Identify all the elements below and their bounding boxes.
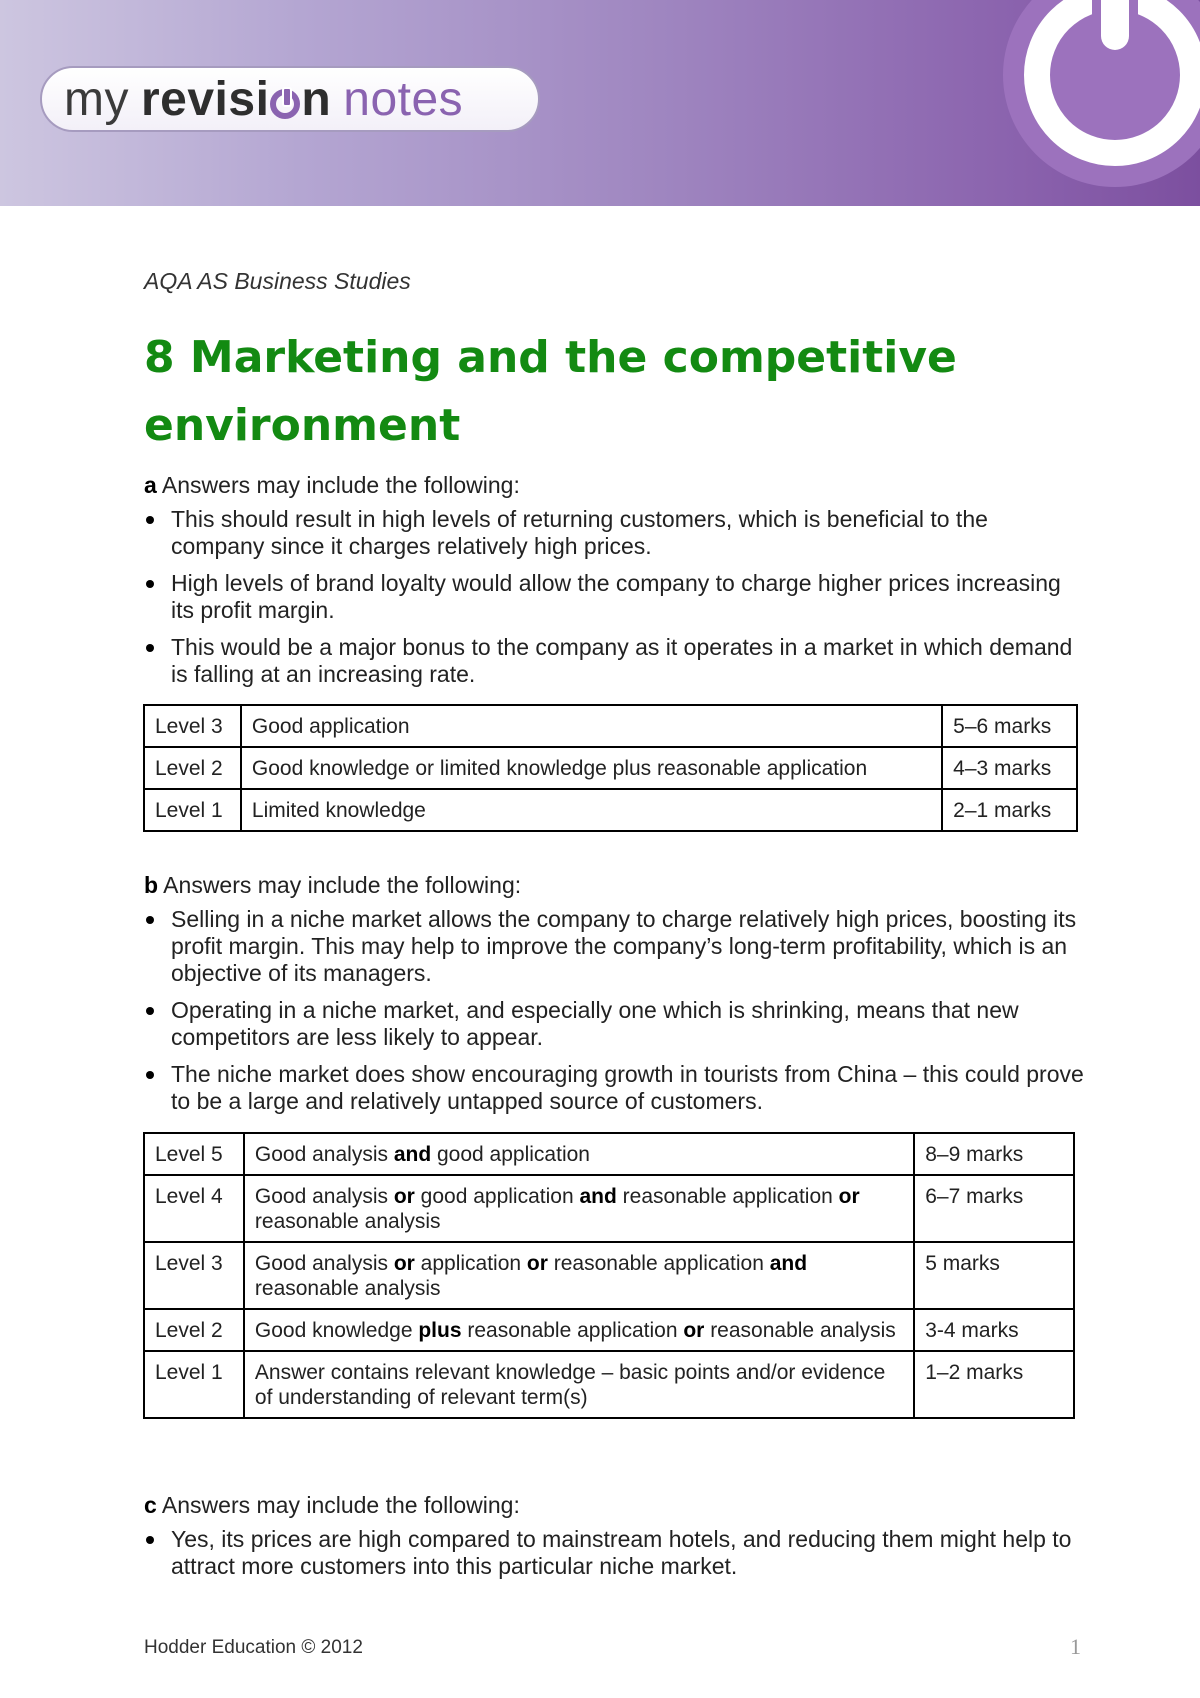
marks-cell: 5 marks <box>914 1242 1074 1309</box>
desc-keyword: or <box>838 1185 860 1208</box>
bullet-icon <box>146 1536 154 1544</box>
part-b-intro-text: Answers may include the following: <box>158 872 522 898</box>
desc-keyword: or <box>526 1252 548 1275</box>
desc-keyword: or <box>683 1319 705 1342</box>
brand-logo <box>40 66 540 132</box>
desc-text: Good knowledge <box>254 1319 419 1342</box>
list-item <box>144 506 1084 560</box>
marks-cell: 8–9 marks <box>914 1133 1074 1175</box>
desc-text: application <box>414 1252 527 1275</box>
logo-word-revisi: revisi <box>140 72 270 126</box>
part-a-mark-scheme-table <box>143 704 1078 832</box>
desc-text: reasonable application <box>461 1319 684 1342</box>
part-a-bullet-list <box>144 506 1084 698</box>
desc-text: Good analysis <box>254 1185 394 1208</box>
desc-text: good application <box>431 1143 590 1166</box>
logo-word-my: my <box>64 72 129 126</box>
table-row <box>144 1133 1074 1175</box>
level-cell: Level 1 <box>144 789 241 831</box>
description-cell: Good application <box>241 705 942 747</box>
level-cell: Level 4 <box>144 1175 244 1242</box>
table-row <box>144 789 1077 831</box>
list-item <box>144 906 1084 987</box>
list-item <box>144 1061 1084 1115</box>
list-item-text: Operating in a niche market, and especially one which is shrinking, means that new competitors are less likely to appear. <box>171 997 1019 1050</box>
description-cell <box>244 1351 914 1418</box>
level-cell: Level 2 <box>144 747 241 789</box>
bullet-icon <box>146 1007 154 1015</box>
part-b-letter: b <box>144 872 159 898</box>
marks-cell: 4–3 marks <box>942 747 1077 789</box>
table-row <box>144 705 1077 747</box>
table-row <box>144 1175 1074 1242</box>
description-cell <box>244 1133 914 1175</box>
chapter-title: 8 Marketing and the competitive environment <box>144 332 957 451</box>
desc-text: reasonable application <box>616 1185 839 1208</box>
list-item-text: This should result in high levels of returning customers, which is beneficial to the company since it charges relatively high prices. <box>171 506 988 559</box>
part-a-intro <box>144 472 520 499</box>
part-c-bullet-list <box>144 1526 1084 1590</box>
list-item <box>144 570 1084 624</box>
desc-text: Good analysis <box>254 1252 394 1275</box>
part-c-letter: c <box>144 1492 157 1518</box>
list-item-text: This would be a major bonus to the company as it operates in a market in which demand is falling at an increasing rate. <box>171 634 1073 687</box>
header-banner <box>0 0 1200 206</box>
level-cell: Level 1 <box>144 1351 244 1418</box>
marks-cell: 1–2 marks <box>914 1351 1074 1418</box>
desc-text: reasonable analysis <box>704 1319 896 1342</box>
description-cell <box>244 1242 914 1309</box>
desc-keyword: and <box>393 1143 432 1166</box>
part-b-bullet-list <box>144 906 1084 1125</box>
desc-text: Answer contains relevant knowledge – basic points and/or evidence of understanding of relevant term(s) <box>254 1361 886 1409</box>
list-item-text: The niche market does show encouraging growth in tourists from China – this could prove to be a large and relatively untapped source of customers. <box>171 1061 1084 1114</box>
desc-text: reasonable analysis <box>254 1277 441 1300</box>
logo-word-notes: notes <box>343 72 464 126</box>
table-row <box>144 1351 1074 1418</box>
description-cell: Good knowledge or limited knowledge plus reasonable application <box>241 747 942 789</box>
part-c-intro <box>144 1492 520 1519</box>
level-cell: Level 3 <box>144 1242 244 1309</box>
page-number: 1 <box>1070 1634 1081 1659</box>
list-item <box>144 1526 1084 1580</box>
list-item-text: Yes, its prices are high compared to mainstream hotels, and reducing them might help to attract more customers into this particular niche market. <box>171 1526 1072 1579</box>
description-cell: Limited knowledge <box>241 789 942 831</box>
part-c-intro-text: Answers may include the following: <box>156 1492 520 1518</box>
table-row <box>144 747 1077 789</box>
table-row <box>144 1242 1074 1309</box>
course-name: AQA AS Business Studies <box>144 268 411 294</box>
marks-cell: 5–6 marks <box>942 705 1077 747</box>
desc-keyword: or <box>393 1185 415 1208</box>
footer-publisher: Hodder Education © 2012 <box>144 1637 363 1658</box>
desc-text: Good analysis <box>254 1143 394 1166</box>
marks-cell: 3-4 marks <box>914 1309 1074 1351</box>
logo-word-n: n <box>301 72 332 126</box>
part-b-mark-scheme-table <box>143 1132 1075 1419</box>
description-cell <box>244 1309 914 1351</box>
power-o-icon <box>270 89 300 119</box>
desc-keyword: plus <box>418 1319 462 1342</box>
bullet-icon <box>146 1071 154 1079</box>
desc-keyword: or <box>393 1252 415 1275</box>
power-button-icon <box>1000 0 1200 190</box>
desc-text: reasonable application <box>547 1252 770 1275</box>
part-b-intro <box>144 872 521 899</box>
list-item-text: Selling in a niche market allows the company to charge relatively high prices, boosting its profit margin. This may help to improve the company’s long-term profitability, which is an objective of its managers. <box>171 906 1077 986</box>
bullet-icon <box>146 644 154 652</box>
part-a-intro-text: Answers may include the following: <box>156 472 520 498</box>
logo-word-revision <box>141 72 331 127</box>
desc-keyword: and <box>579 1185 617 1208</box>
part-a-letter: a <box>144 472 157 498</box>
level-cell: Level 2 <box>144 1309 244 1351</box>
desc-text: reasonable analysis <box>254 1210 441 1233</box>
marks-cell: 2–1 marks <box>942 789 1077 831</box>
description-cell <box>244 1175 914 1242</box>
desc-keyword: and <box>769 1252 808 1275</box>
list-item <box>144 997 1084 1051</box>
marks-cell: 6–7 marks <box>914 1175 1074 1242</box>
list-item-text: High levels of brand loyalty would allow the company to charge higher prices increasing its profit margin. <box>171 570 1061 623</box>
table-row <box>144 1309 1074 1351</box>
bullet-icon <box>146 580 154 588</box>
bullet-icon <box>146 516 154 524</box>
bullet-icon <box>146 916 154 924</box>
desc-text: good application <box>414 1185 580 1208</box>
list-item <box>144 634 1084 688</box>
level-cell: Level 5 <box>144 1133 244 1175</box>
level-cell: Level 3 <box>144 705 241 747</box>
